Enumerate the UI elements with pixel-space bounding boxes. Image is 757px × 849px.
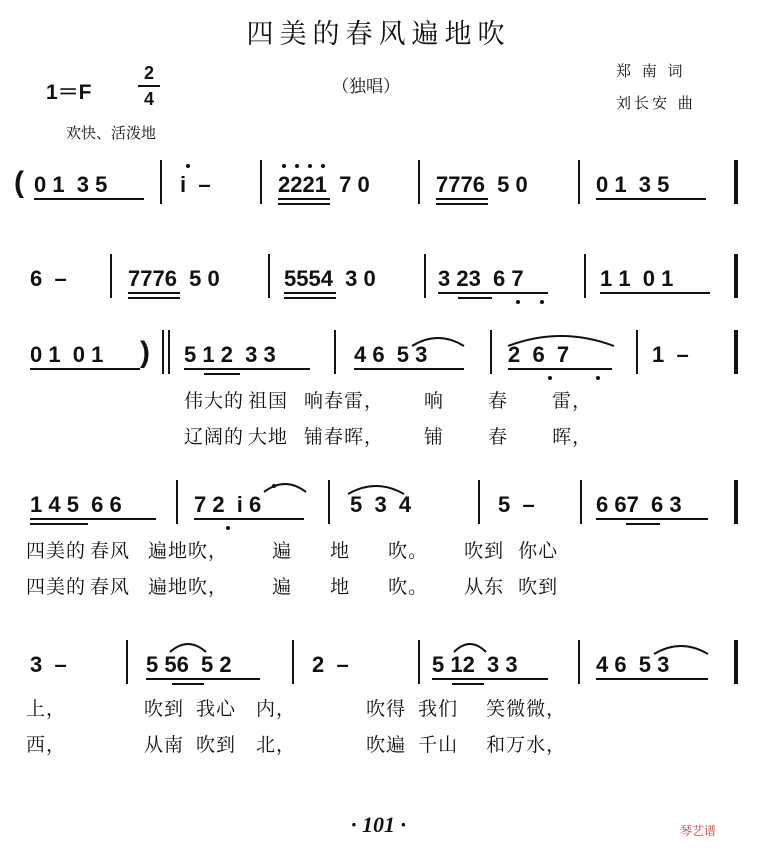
lyric-word: 铺 (424, 426, 445, 448)
lyric-word: 响春雷， (304, 390, 385, 412)
bar-notes: 2 6 7 (508, 342, 570, 367)
bar-notes: 5 3 4 (350, 492, 412, 517)
bar-notes: 6 67 6 3 (596, 492, 682, 517)
lyric-word: 伟大的 (184, 390, 245, 412)
bar-notes: 5 – (498, 492, 535, 517)
bar-notes: 1 – (652, 342, 689, 367)
lyric-word: 吹。 (388, 540, 429, 562)
lyric-word: 四美的 (26, 576, 87, 598)
meter-bottom: 4 (143, 89, 154, 109)
lyric-word: 大地 (248, 426, 289, 448)
lyric-word: 春风 (90, 540, 131, 562)
beam (626, 523, 660, 525)
beam (30, 368, 140, 370)
lyrics-verse-1-line-3 (184, 386, 592, 413)
open-repeat-paren: ( (14, 166, 24, 199)
octave-dot (321, 164, 325, 168)
bar-notes: 1 4 5 6 6 (30, 492, 122, 517)
low-octave-dot (548, 376, 552, 380)
barline (478, 480, 480, 524)
barline (126, 640, 128, 684)
lyric-word: 吹遍 (366, 734, 407, 756)
lyric-word: 遍 (272, 540, 293, 562)
low-octave-dot (516, 300, 520, 304)
lyric-word: 吹到 (518, 576, 559, 598)
bar-notes: 5 56 5 2 (146, 652, 232, 677)
lyric-word: 遍地 (148, 576, 189, 598)
beam (194, 518, 304, 520)
song-title: 四美的春风遍地吹 (246, 19, 511, 50)
lyric-word: 北， (256, 734, 297, 756)
barline (168, 330, 170, 374)
slur (346, 482, 406, 496)
slur (652, 642, 710, 656)
meter-top: 2 (143, 63, 154, 83)
bar-notes: 2 – (312, 652, 349, 677)
lyric-word: 遍地 (148, 540, 189, 562)
lyric-word: 我心 (196, 698, 237, 720)
bar-notes: 7776 5 0 (436, 172, 528, 197)
bar-notes: 4 6 5 3 (596, 652, 670, 677)
lyrics-verse-1-line-5 (26, 694, 566, 721)
lyric-word: 水， (526, 734, 567, 756)
page-number: · 101 · (351, 812, 406, 837)
barline (578, 160, 580, 204)
music-line-1 (0, 150, 757, 230)
barline (328, 480, 330, 524)
slur (506, 332, 616, 348)
lyric-word: 铺春晖， (304, 426, 385, 448)
lyricist-credit: 郑 南 词 (616, 62, 686, 80)
bar-notes: 7776 5 0 (128, 266, 220, 291)
beam (146, 678, 260, 680)
octave-dot (295, 164, 299, 168)
lyric-word: 和万 (486, 734, 527, 756)
lyric-word: 吹得 (366, 698, 407, 720)
lyric-word: 你心 (518, 540, 559, 562)
composer-credit: 刘长安 曲 (616, 94, 696, 112)
lyric-word: 响 (424, 390, 445, 412)
lyric-word: 内， (256, 698, 297, 720)
bar-notes: 5 1 2 3 3 (184, 342, 276, 367)
barline (578, 640, 580, 684)
barline-end (734, 330, 738, 374)
beam (354, 368, 464, 370)
bar-notes: 5 12 3 3 (432, 652, 518, 677)
barline (260, 160, 262, 204)
barline (418, 160, 420, 204)
lyric-word: 春风 (90, 576, 131, 598)
octave-dot (308, 164, 312, 168)
bar-notes: 0 1 0 1 (30, 342, 104, 367)
beam (596, 678, 708, 680)
music-line-2 (0, 244, 757, 324)
beam (284, 292, 336, 294)
bar-notes: 2221 7 0 (278, 172, 370, 197)
octave-dot (282, 164, 286, 168)
time-signature (138, 64, 160, 108)
barline (176, 480, 178, 524)
close-repeat-paren: ) (140, 336, 150, 369)
barline (424, 254, 426, 298)
lyric-word: 雷， (552, 390, 593, 412)
beam (284, 297, 336, 299)
bar-notes: 1 1 0 1 (600, 266, 674, 291)
bar-notes: 0 1 3 5 (596, 172, 670, 197)
low-octave-dot (226, 526, 230, 530)
barline-end (734, 480, 738, 524)
barline (418, 640, 420, 684)
slur (262, 480, 308, 494)
beam (204, 373, 240, 375)
bar-notes: 4 6 5 3 (354, 342, 428, 367)
lyric-word: 四美的 (26, 540, 87, 562)
barline (268, 254, 270, 298)
beam (596, 518, 708, 520)
beam (436, 198, 488, 200)
slur (168, 640, 208, 654)
barline (162, 330, 164, 374)
lyric-word: 从东 (464, 576, 505, 598)
beam (508, 368, 612, 370)
beam (128, 297, 180, 299)
barline (580, 480, 582, 524)
bar-notes: 0 1 3 5 (34, 172, 108, 197)
beam (436, 203, 488, 205)
watermark-logo: 琴艺谱 (680, 824, 717, 838)
lyrics-verse-1-line-4 (26, 536, 558, 563)
lyric-word: 春 (488, 390, 509, 412)
meter-rule (138, 85, 160, 87)
lyric-word: 千山 (418, 734, 459, 756)
low-octave-dot (540, 300, 544, 304)
bar-notes: 6 – (30, 266, 67, 291)
bar-notes: 3 23 6 7 (438, 266, 524, 291)
lyrics-verse-2-line-5 (26, 730, 566, 757)
lyrics-verse-2-line-3 (184, 422, 592, 449)
beam (172, 683, 204, 685)
slur (452, 640, 488, 654)
beam (30, 523, 88, 525)
barline (334, 330, 336, 374)
lyric-word: 我们 (418, 698, 459, 720)
beam (30, 518, 156, 520)
lyric-word: 辽阔的 (184, 426, 245, 448)
beam (458, 297, 492, 299)
lyric-word: 从南 (144, 734, 185, 756)
lyric-word: 吹。 (388, 576, 429, 598)
lyric-word: 西， (26, 734, 67, 756)
barline (636, 330, 638, 374)
lyric-word: 吹到 (464, 540, 505, 562)
bar-notes: i – (180, 172, 211, 197)
beam (184, 368, 310, 370)
low-octave-dot (596, 376, 600, 380)
lyric-word: 吹， (188, 540, 229, 562)
barline (292, 640, 294, 684)
barline (490, 330, 492, 374)
lyric-word: 吹到 (144, 698, 185, 720)
slur (410, 334, 466, 348)
beam (452, 683, 484, 685)
lyric-word: 晖， (552, 426, 593, 448)
beam (278, 198, 330, 200)
lyrics-verse-2-line-4 (26, 572, 558, 599)
lyric-word: 笑微 (486, 698, 527, 720)
octave-dot (186, 164, 190, 168)
key-signature: 1＝F (46, 81, 92, 104)
lyric-word: 遍 (272, 576, 293, 598)
tempo-marking: 欢快、活泼地 (66, 124, 157, 142)
lyric-word: 上， (26, 698, 67, 720)
lyric-word: 吹到 (196, 734, 237, 756)
beam (600, 292, 710, 294)
barline-end (734, 640, 738, 684)
performance-note: （独唱） (332, 77, 400, 97)
barline (160, 160, 162, 204)
lyric-word: 地 (330, 576, 351, 598)
barline-end (734, 160, 738, 204)
barline (110, 254, 112, 298)
beam (34, 198, 144, 200)
lyric-word: 祖国 (248, 390, 289, 412)
bar-notes: 5554 3 0 (284, 266, 376, 291)
lyric-word: 地 (330, 540, 351, 562)
beam (278, 203, 330, 205)
beam (438, 292, 548, 294)
lyric-word: 微， (526, 698, 567, 720)
beam (128, 292, 180, 294)
beam (432, 678, 548, 680)
lyric-word: 吹， (188, 576, 229, 598)
lyric-word: 春 (488, 426, 509, 448)
barline-end (734, 254, 738, 298)
beam (596, 198, 706, 200)
bar-notes: 3 – (30, 652, 67, 677)
bar-notes: 7 2 i 6 (194, 492, 262, 517)
barline (584, 254, 586, 298)
